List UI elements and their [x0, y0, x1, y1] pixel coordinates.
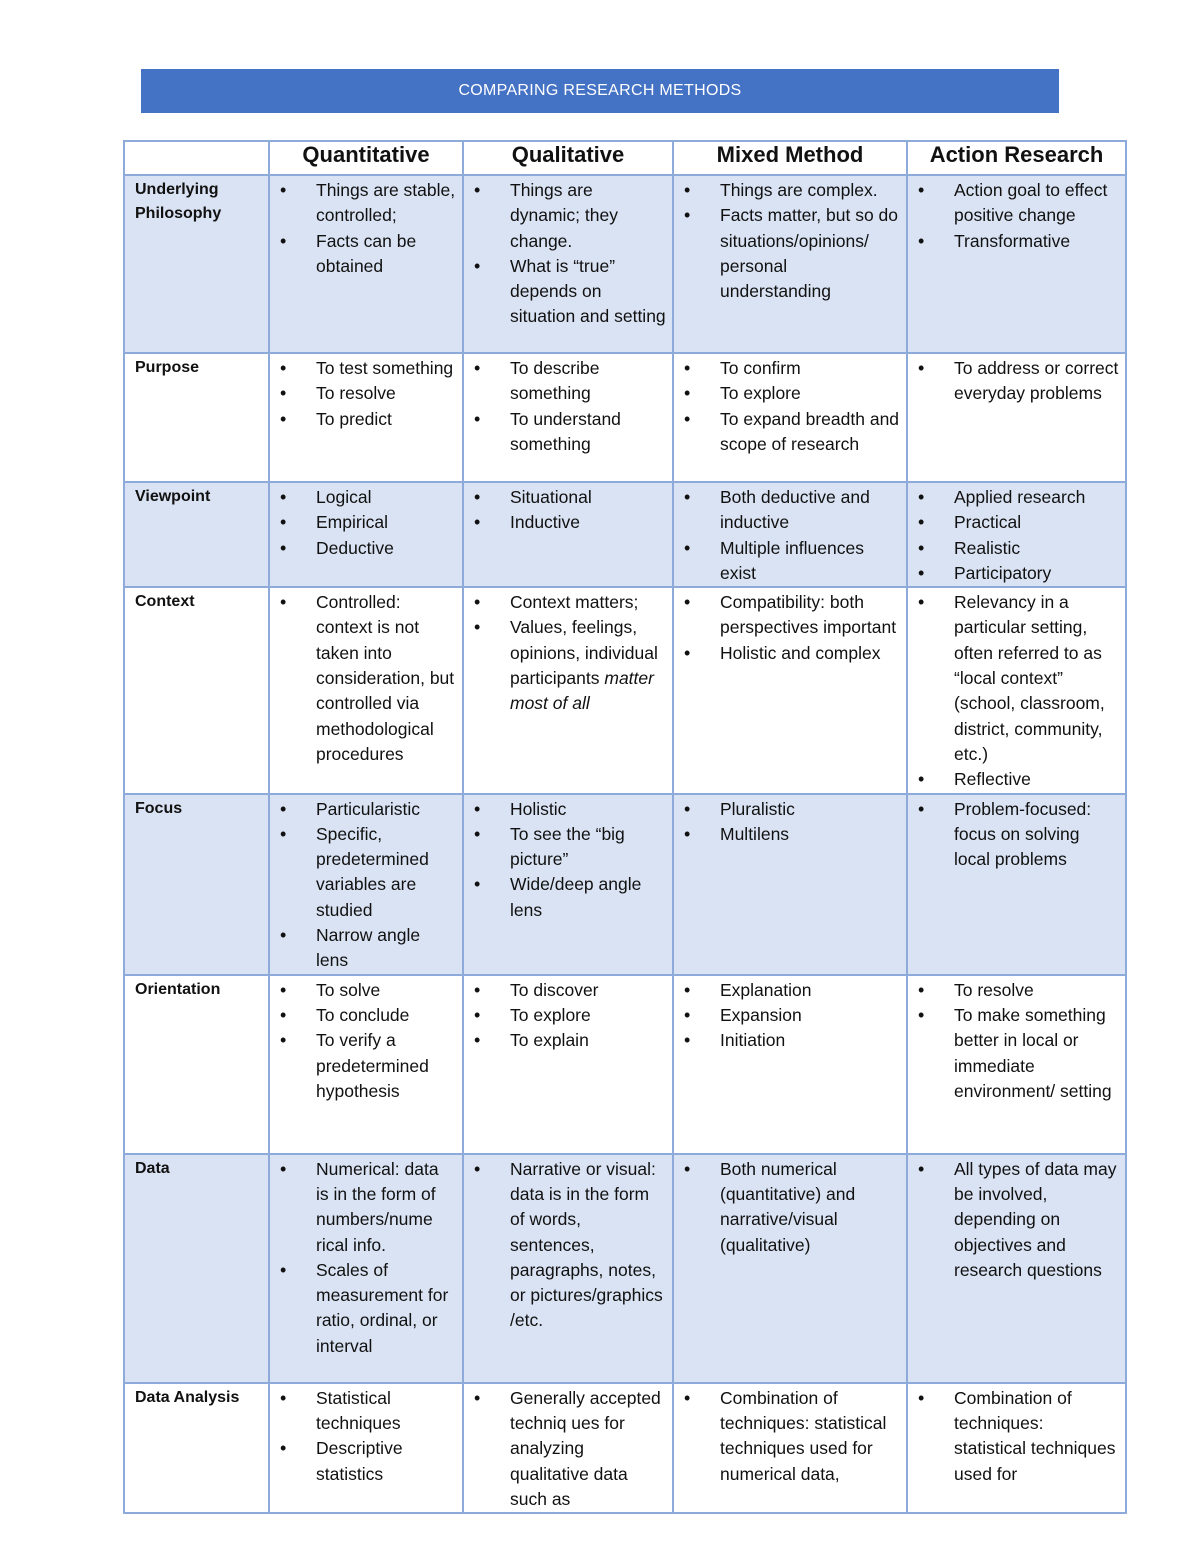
list-item: • Wide/deep angle lens: [474, 872, 666, 923]
table-cell: [673, 175, 907, 353]
table-cell: [269, 975, 463, 1154]
table-cell: [907, 794, 1126, 975]
list-item: • Holistic: [474, 797, 666, 822]
list-item: • Combination of techniques: statistical techniques used for: [918, 1386, 1119, 1487]
list-item: • Transformative: [918, 229, 1119, 254]
list-item: • Empirical: [280, 510, 456, 535]
list-item: • To confirm: [684, 356, 900, 381]
list-item: • Facts can be obtained: [280, 229, 456, 280]
table-cell: [269, 587, 463, 793]
row-header: Purpose: [124, 353, 269, 482]
table-cell: [907, 175, 1126, 353]
title-banner: [141, 69, 1059, 113]
table-cell: [673, 794, 907, 975]
list-item: • To explore: [684, 381, 900, 406]
list-item: • To expand breadth and scope of research: [684, 407, 900, 458]
row-header: Focus: [124, 794, 269, 975]
table-cell: [673, 975, 907, 1154]
list-item: • To address or correct everyday problems: [918, 356, 1119, 407]
list-item: • Holistic and complex: [684, 641, 900, 666]
column-header: Quantitative: [269, 141, 463, 175]
table-row: [124, 482, 1126, 587]
table-cell: [907, 353, 1126, 482]
list-item: • Explanation: [684, 978, 900, 1003]
list-item: • To describe something: [474, 356, 666, 407]
table-cell: [907, 975, 1126, 1154]
list-item: • Pluralistic: [684, 797, 900, 822]
list-item: • Things are stable, controlled;: [280, 178, 456, 229]
list-item: • Compatibility: both perspectives important: [684, 590, 900, 641]
list-item: • Reflective: [918, 767, 1119, 792]
row-header: Data: [124, 1154, 269, 1383]
table-cell: [463, 975, 673, 1154]
table-cell: [673, 1383, 907, 1513]
header-row: [124, 141, 1126, 175]
list-item: • Things are complex.: [684, 178, 900, 203]
table-cell: [673, 353, 907, 482]
table-cell: [269, 353, 463, 482]
list-item: • Narrative or visual: data is in the form of words, sentences, paragraphs, notes, or pictures/graphics /etc.: [474, 1157, 666, 1334]
table-cell: [463, 353, 673, 482]
table-cell: [907, 1154, 1126, 1383]
list-item: • Generally accepted techniq ues for analyzing qualitative data such as: [474, 1386, 666, 1512]
table-cell: [463, 482, 673, 587]
list-item: [474, 615, 666, 716]
list-item: • Context matters;: [474, 590, 666, 615]
list-item: • To test something: [280, 356, 456, 381]
list-item: • Descriptive statistics: [280, 1436, 456, 1487]
list-item: • Practical: [918, 510, 1119, 535]
list-item: • Relevancy in a particular setting, often referred to as “local context” (school, classroom, district, community, etc.): [918, 590, 1119, 767]
list-item: • Expansion: [684, 1003, 900, 1028]
list-item: • Combination of techniques: statistical techniques used for numerical data,: [684, 1386, 900, 1487]
list-item: • To solve: [280, 978, 456, 1003]
list-item: • Situational: [474, 485, 666, 510]
table-row: [124, 1154, 1126, 1383]
table-cell: [463, 587, 673, 793]
table-cell: [269, 175, 463, 353]
row-header: Data Analysis: [124, 1383, 269, 1513]
column-header: Action Research: [907, 141, 1126, 175]
table-cell: [907, 1383, 1126, 1513]
list-item: • To verify a predetermined hypothesis: [280, 1028, 456, 1104]
table-row: [124, 175, 1126, 353]
table-cell: [463, 794, 673, 975]
list-item: • Both deductive and inductive: [684, 485, 900, 536]
table-row: [124, 975, 1126, 1154]
list-item: • To explain: [474, 1028, 666, 1053]
column-header: Mixed Method: [673, 141, 907, 175]
list-item: • Inductive: [474, 510, 666, 535]
list-item: • To discover: [474, 978, 666, 1003]
comparison-table: [123, 140, 1127, 1514]
table-row: [124, 587, 1126, 793]
row-header: Underlying Philosophy: [124, 175, 269, 353]
row-header: Viewpoint: [124, 482, 269, 587]
list-item: • Both numerical (quantitative) and narrative/visual (qualitative): [684, 1157, 900, 1258]
row-header: Context: [124, 587, 269, 793]
table-cell: [269, 1154, 463, 1383]
list-item: • To predict: [280, 407, 456, 432]
list-item: • To make something better in local or immediate environment/ setting: [918, 1003, 1119, 1104]
table-cell: [673, 587, 907, 793]
list-item: • Numerical: data is in the form of numbers/nume rical info.: [280, 1157, 456, 1258]
row-header: Orientation: [124, 975, 269, 1154]
list-item: • Problem-focused: focus on solving local problems: [918, 797, 1119, 873]
list-item: • All types of data may be involved, depending on objectives and research questions: [918, 1157, 1119, 1283]
list-item: • Scales of measurement for ratio, ordinal, or interval: [280, 1258, 456, 1359]
list-item: • Multilens: [684, 822, 900, 847]
table-cell: [463, 175, 673, 353]
list-item: • To explore: [474, 1003, 666, 1028]
list-item: • Deductive: [280, 536, 456, 561]
list-item: • What is “true” depends on situation and setting: [474, 254, 666, 330]
list-item: • Participatory: [918, 561, 1119, 586]
list-item: • Things are dynamic; they change.: [474, 178, 666, 254]
table-row: [124, 1383, 1126, 1513]
list-item: • Controlled: context is not taken into consideration, but controlled via methodological procedures: [280, 590, 456, 767]
list-item: • Initiation: [684, 1028, 900, 1053]
column-header: Qualitative: [463, 141, 673, 175]
table-cell: [269, 794, 463, 975]
list-item: • Statistical techniques: [280, 1386, 456, 1437]
table-row: [124, 353, 1126, 482]
corner-cell: [124, 141, 269, 175]
page-title: COMPARING RESEARCH METHODS: [458, 82, 742, 99]
list-item: • To understand something: [474, 407, 666, 458]
table-cell: [673, 482, 907, 587]
table-cell: [673, 1154, 907, 1383]
list-item: • Specific, predetermined variables are studied: [280, 822, 456, 923]
list-item: • Particularistic: [280, 797, 456, 822]
list-item: • To resolve: [280, 381, 456, 406]
list-item: • Narrow angle lens: [280, 923, 456, 974]
list-item: • To see the “big picture”: [474, 822, 666, 873]
table-cell: [907, 587, 1126, 793]
table-cell: [907, 482, 1126, 587]
table-cell: [269, 1383, 463, 1513]
list-item: • To conclude: [280, 1003, 456, 1028]
list-item: • To resolve: [918, 978, 1119, 1003]
list-item-emphasis: matter most of all: [510, 668, 654, 714]
list-item: • Action goal to effect positive change: [918, 178, 1119, 229]
list-item: • Multiple influences exist: [684, 536, 900, 587]
list-item: • Applied research: [918, 485, 1119, 510]
list-item: • Realistic: [918, 536, 1119, 561]
list-item: • Logical: [280, 485, 456, 510]
table-cell: [463, 1383, 673, 1513]
table-cell: [269, 482, 463, 587]
list-item-text: Values, feelings, opinions, individual participants: [510, 617, 658, 689]
list-item: • Facts matter, but so do situations/opinions/ personal understanding: [684, 203, 900, 304]
table-row: [124, 794, 1126, 975]
table-cell: [463, 1154, 673, 1383]
